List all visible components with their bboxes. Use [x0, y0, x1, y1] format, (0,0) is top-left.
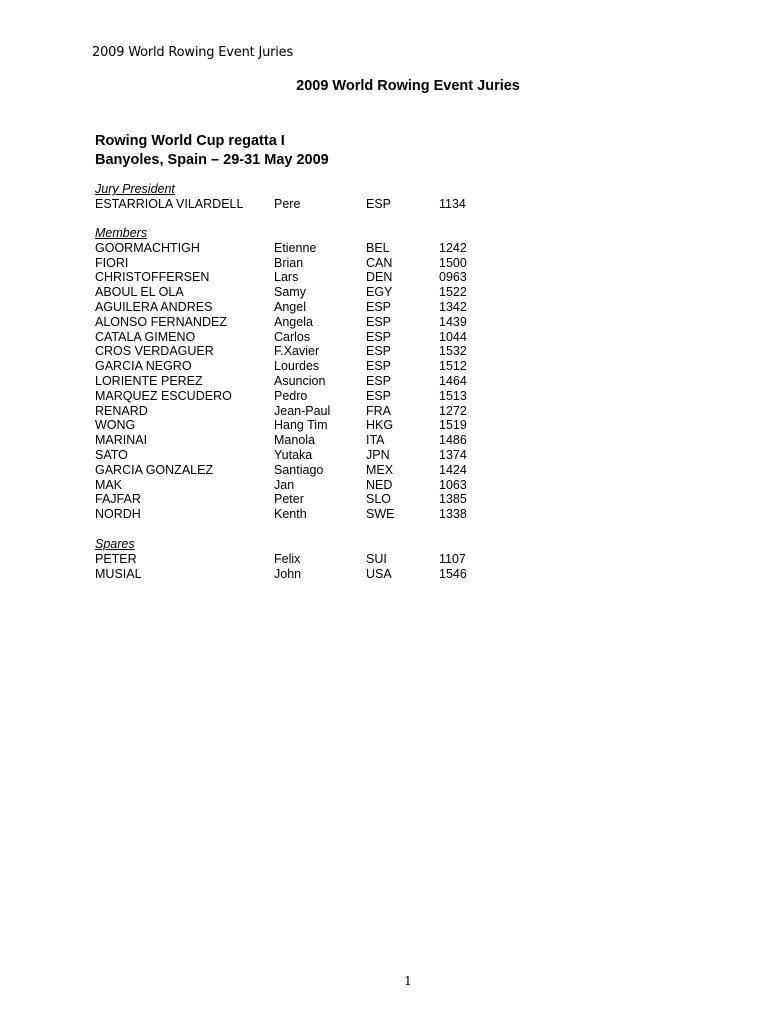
umpire-id: 0963: [439, 270, 467, 285]
umpire-id: 1134: [439, 196, 466, 211]
surname: RENARD: [95, 403, 148, 418]
first-name: Peter: [274, 492, 304, 507]
nationality: MEX: [366, 462, 394, 477]
umpire-id: 1532: [439, 344, 467, 359]
surname: MAK: [95, 477, 123, 492]
jury-row: [95, 418, 479, 433]
first-name: Yutaka: [274, 447, 313, 462]
surname: ABOUL EL OLA: [95, 285, 184, 300]
umpire-id: 1063: [439, 477, 467, 492]
jury-row: [95, 359, 479, 374]
umpire-id: 1439: [439, 314, 467, 329]
first-name: Lars: [274, 270, 299, 285]
first-name: Jean-Paul: [274, 403, 331, 418]
surname: MUSIAL: [95, 566, 142, 581]
umpire-id: 1385: [439, 492, 467, 507]
surname: LORIENTE PEREZ: [95, 373, 203, 388]
nationality: ESP: [366, 196, 392, 211]
nationality: HKG: [366, 418, 394, 433]
first-name: Hang Tim: [274, 418, 328, 433]
umpire-id: 1044: [439, 329, 467, 344]
surname: CHRISTOFFERSEN: [95, 270, 210, 285]
page-number: 1: [404, 974, 412, 988]
section-jury-president: [95, 182, 479, 212]
nationality: ESP: [366, 329, 392, 344]
section-heading: Jury President: [95, 182, 175, 196]
nationality: ESP: [366, 299, 392, 314]
umpire-id: 1519: [439, 418, 467, 433]
jury-row: [95, 463, 479, 478]
first-name: Angela: [274, 314, 313, 329]
section-spares: [95, 537, 479, 581]
umpire-id: 1500: [439, 255, 467, 270]
surname: GOORMACHTIGH: [95, 240, 200, 255]
jury-row: [95, 433, 479, 448]
jury-row: [95, 315, 479, 330]
jury-row: [95, 404, 479, 419]
surname: ALONSO FERNANDEZ: [95, 314, 227, 329]
first-name: John: [274, 566, 302, 581]
nationality: ESP: [366, 314, 392, 329]
jury-row: [95, 241, 479, 256]
surname: PETER: [95, 551, 137, 566]
jury-row: [95, 448, 479, 463]
jury-row: [95, 374, 479, 389]
surname: ESTARRIOLA VILARDELL: [95, 196, 244, 211]
umpire-id: 1272: [439, 403, 467, 418]
first-name: Kenth: [274, 507, 307, 522]
surname: WONG: [95, 418, 136, 433]
first-name: Asuncion: [274, 373, 326, 388]
nationality: ESP: [366, 388, 392, 403]
first-name: Carlos: [274, 329, 311, 344]
nationality: CAN: [366, 255, 393, 270]
first-name: Etienne: [274, 240, 317, 255]
nationality: NED: [366, 477, 393, 492]
umpire-id: 1522: [439, 285, 467, 300]
running-header: 2009 World Rowing Event Juries: [92, 45, 294, 60]
umpire-id: 1107: [439, 551, 466, 566]
first-name: Jan: [274, 477, 295, 492]
event-location-date: Banyoles, Spain – 29-31 May 2009: [95, 152, 329, 168]
nationality: ESP: [366, 373, 392, 388]
surname: FAJFAR: [95, 492, 141, 507]
umpire-id: 1338: [439, 507, 467, 522]
surname: FIORI: [95, 255, 129, 270]
surname: GARCIA GONZALEZ: [95, 462, 214, 477]
first-name: Felix: [274, 551, 301, 566]
umpire-id: 1342: [439, 299, 467, 314]
umpire-id: 1242: [439, 240, 467, 255]
surname: CROS VERDAGUER: [95, 344, 214, 359]
first-name: Angel: [274, 299, 306, 314]
first-name: Manola: [274, 433, 315, 448]
event-name: Rowing World Cup regatta I: [95, 133, 285, 149]
jury-row: [95, 507, 479, 522]
nationality: EGY: [366, 285, 393, 300]
first-name: F.Xavier: [274, 344, 320, 359]
nationality: BEL: [366, 240, 390, 255]
jury-row: [95, 344, 479, 359]
jury-row: [95, 567, 479, 582]
jury-row: [95, 389, 479, 404]
section-heading: Members: [95, 226, 148, 240]
jury-row: [95, 197, 479, 212]
umpire-id: 1546: [439, 566, 467, 581]
surname: MARINAI: [95, 433, 148, 448]
first-name: Samy: [274, 285, 306, 300]
jury-row: [95, 256, 479, 271]
surname: CATALA GIMENO: [95, 329, 196, 344]
surname: MARQUEZ ESCUDERO: [95, 388, 232, 403]
first-name: Lourdes: [274, 359, 320, 374]
jury-row: [95, 552, 479, 567]
document-title: 2009 World Rowing Event Juries: [296, 78, 520, 94]
jury-row: [95, 492, 479, 507]
umpire-id: 1424: [439, 462, 467, 477]
section-heading: Spares: [95, 537, 135, 551]
jury-row: [95, 330, 479, 345]
umpire-id: 1512: [439, 359, 467, 374]
first-name: Pedro: [274, 388, 308, 403]
first-name: Santiago: [274, 462, 324, 477]
first-name: Pere: [274, 196, 301, 211]
nationality: SWE: [366, 507, 395, 522]
surname: SATO: [95, 447, 128, 462]
event-heading: [95, 132, 329, 170]
surname: GARCIA NEGRO: [95, 359, 192, 374]
nationality: ESP: [366, 344, 392, 359]
jury-row: [95, 270, 479, 285]
nationality: SLO: [366, 492, 392, 507]
nationality: JPN: [366, 447, 390, 462]
nationality: ITA: [366, 433, 385, 448]
jury-row: [95, 478, 479, 493]
surname: NORDH: [95, 507, 141, 522]
umpire-id: 1513: [439, 388, 467, 403]
jury-row: [95, 285, 479, 300]
nationality: FRA: [366, 403, 391, 418]
nationality: ESP: [366, 359, 392, 374]
umpire-id: 1464: [439, 373, 467, 388]
nationality: SUI: [366, 551, 387, 566]
jury-row: [95, 300, 479, 315]
section-members: [95, 226, 479, 522]
first-name: Brian: [274, 255, 304, 270]
nationality: USA: [366, 566, 392, 581]
nationality: DEN: [366, 270, 393, 285]
surname: AGUILERA ANDRES: [95, 299, 213, 314]
umpire-id: 1374: [439, 447, 467, 462]
umpire-id: 1486: [439, 433, 467, 448]
